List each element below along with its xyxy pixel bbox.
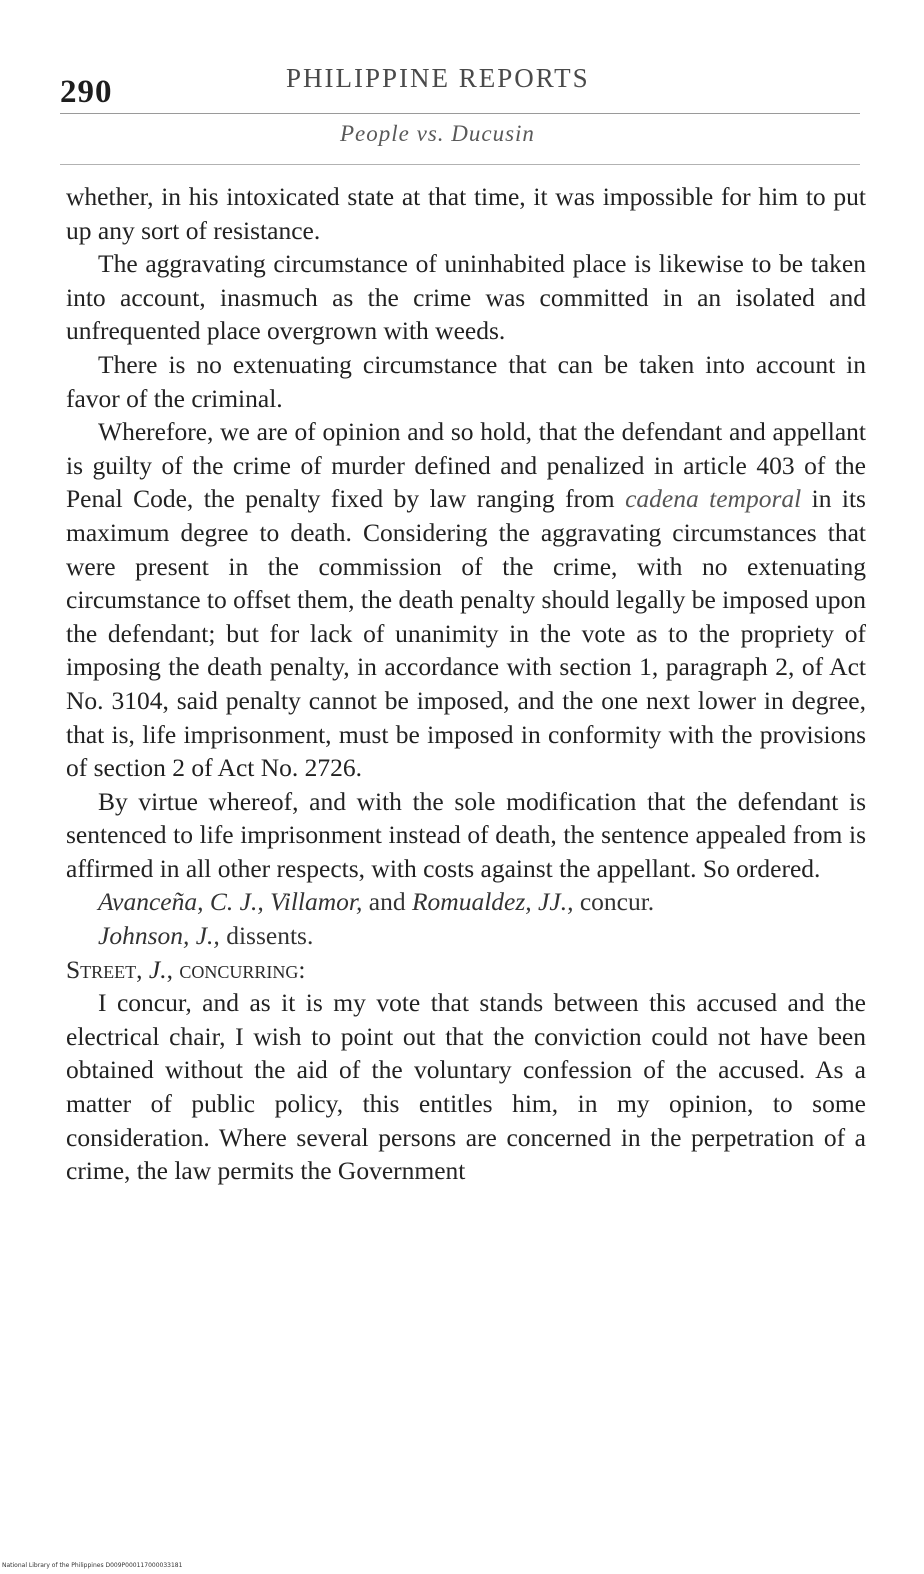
paragraph-disposition: By virtue whereof, and with the sole modification that the defendant is sentenced to life imprisonment instead of death, the sentence appealed from is affirmed in all other respects, with costs against the appellant. So ordered. <box>66 786 866 883</box>
paragraph-text: in its maximum degree to death. Considering the aggravating circumstances that were present in the commission of the crime, with no extenuating circumstance to offset them, the death penalty should legally be imposed upon the defendant; but for lack of unanimity in the vote as to the propriety of imposing the death penalty, in accordance with section 1, paragraph 2, of Act No. 3104, said penalty cannot be imposed, and the one next lower in degree, that is, life imprisonment, must be imposed in conformity with the provisions of section 2 of Act No. 2726. <box>66 484 866 783</box>
author-name: Street <box>66 954 137 984</box>
page-number: 290 <box>60 74 113 110</box>
header-rule <box>60 113 860 114</box>
case-title: People vs. Ducusin <box>340 121 535 146</box>
author-title: J. <box>148 954 167 984</box>
connector-text: dissents. <box>219 921 314 951</box>
paragraph-judgment <box>66 415 866 785</box>
justice-name: Johnson, J., <box>98 921 220 951</box>
heading-separator: , <box>136 954 149 984</box>
paragraph-text: Wherefore, we are of opinion and so hold, that the defendant and appellant is guilty of the crime of murder defined and penalized in article 403 of the Penal Code, the penalty fixed by law ranging from <box>66 417 866 514</box>
heading-tail: , concurring: <box>166 954 306 984</box>
concurring-justices <box>66 885 866 919</box>
italic-term: cadena temporal <box>625 484 802 514</box>
paragraph: There is no extenuating circumstance that can be taken into account in favor of the criminal. <box>66 349 866 413</box>
concurrence-paragraph: I concur, and as it is my vote that stands between this accused and the electrical chair, I wish to point out that the conviction could not have been obtained without the aid of the voluntary confession of the accused. As a matter of public policy, this entitles him, in my opinion, to some consideration. Where several persons are concerned in the perpetration of a crime, the law permits the Government <box>66 988 866 1186</box>
header-rule-lower <box>60 164 860 165</box>
paragraph: The aggravating circumstance of uninhabited place is likewise to be taken into account, inasmuch as the crime was committed in an isolated and unfrequented place overgrown with weeds. <box>66 249 866 346</box>
running-title: PHILIPPINE REPORTS <box>286 63 590 93</box>
justice-names: Romualdez, JJ., <box>411 887 574 917</box>
justice-names: Avanceña, C. J., Villamor, <box>98 887 363 917</box>
paragraph: whether, in his intoxicated state at that time, it was impossible for him to put up any sort of resistance. <box>66 182 866 245</box>
concurrence-heading <box>66 953 866 987</box>
connector-text: and <box>362 887 412 917</box>
connector-text: concur. <box>573 887 655 917</box>
archive-footer: National Library of the Philippines D009P000117000033181 <box>2 1562 183 1569</box>
dissenting-justice <box>66 919 866 953</box>
opinion-body <box>66 180 866 1188</box>
